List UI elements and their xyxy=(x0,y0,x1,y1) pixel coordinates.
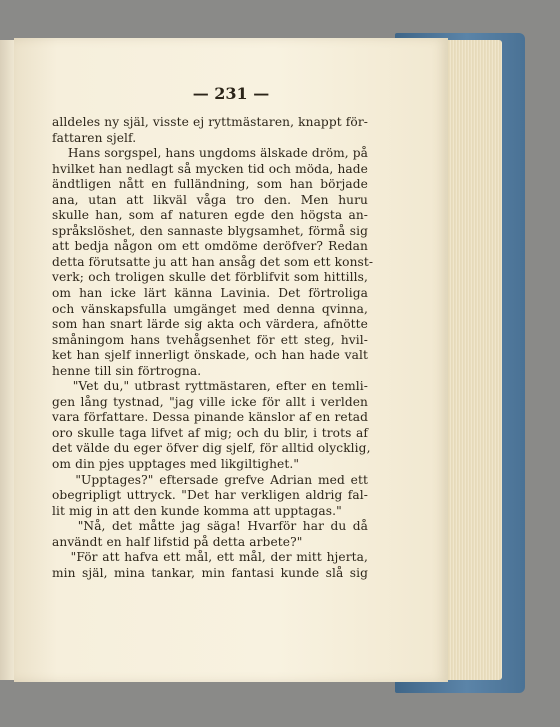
text-line: och vänskapsfulla umgänget med denna qvinna, xyxy=(52,301,368,316)
text-line: "För att hafva ett mål, ett mål, der mitt hjerta, xyxy=(52,550,368,565)
text-line: "Vet du," utbrast ryttmästaren, efter en temli- xyxy=(52,379,368,394)
page-number-text: — 231 — xyxy=(192,84,270,103)
text-line: språkslöshet, den sannaste blygsamhet, förmå sig xyxy=(52,223,368,238)
text-line: skulle han, som af naturen egde den högsta an- xyxy=(52,208,368,223)
text-line: "Upptages?" eftersade grefve Adrian med ett xyxy=(52,472,368,487)
text-line: det välde du eger öfver dig sjelf, för alltid olycklig, xyxy=(52,441,371,456)
text-line: ändtligen nått en fulländning, som han började xyxy=(52,177,368,192)
text-line: min själ, mina tankar, min fantasi kunde slå sig xyxy=(52,565,368,580)
text-line: småningom hans tvehågsenhet för ett steg, hvil- xyxy=(52,332,368,347)
page-edges xyxy=(440,40,502,680)
text-line: obegripligt uttryck. "Det har verkligen aldrig fal- xyxy=(52,488,368,503)
text-line: som han snart lärde sig akta och värdera, afnötte xyxy=(52,317,368,332)
text-line: detta förutsatte ju att han ansåg det som ett konst- xyxy=(52,254,374,269)
page-body-text xyxy=(52,115,374,581)
text-line: hvilket han nedlagt så mycken tid och möda, hade xyxy=(52,161,368,176)
text-line: alldeles ny själ, visste ej ryttmästaren, knappt för- xyxy=(52,115,368,129)
text-line: verk; och troligen skulle det förblifvit som hittills, xyxy=(52,270,368,285)
text-line: gen lång tystnad, "jag ville icke för allt i verlden xyxy=(52,394,368,409)
text-line: fattaren sjelf. xyxy=(52,130,137,145)
text-line: att bedja någon om ett omdöme deröfver? Redan xyxy=(52,239,368,254)
text-line: ket han sjelf innerligt önskade, och han hade valt xyxy=(52,348,368,363)
text-line: om din pjes upptages med likgiltighet." xyxy=(52,457,300,472)
text-line: "Nå, det måtte jag säga! Hvarför har du då xyxy=(52,519,368,534)
text-line: lit mig in att den kunde komma att upptagas." xyxy=(52,503,342,518)
facing-page-edge xyxy=(0,40,14,680)
text-line: vara författare. Dessa pinande känslor af en retad xyxy=(52,410,368,425)
page-number xyxy=(14,84,448,103)
text-line: oro skulle taga lifvet af mig; och du blir, i trots af xyxy=(52,425,368,440)
text-line: om han icke lärt känna Lavinia. Det förtroliga xyxy=(52,286,368,301)
text-line: användt en half lifstid på detta arbete?" xyxy=(52,534,303,549)
text-line: Hans sorgspel, hans ungdoms älskade dröm, på xyxy=(52,146,369,161)
text-line: ana, utan att likväl våga tro den. Men huru xyxy=(52,192,368,207)
text-line: henne till sin förtrogna. xyxy=(52,363,202,378)
